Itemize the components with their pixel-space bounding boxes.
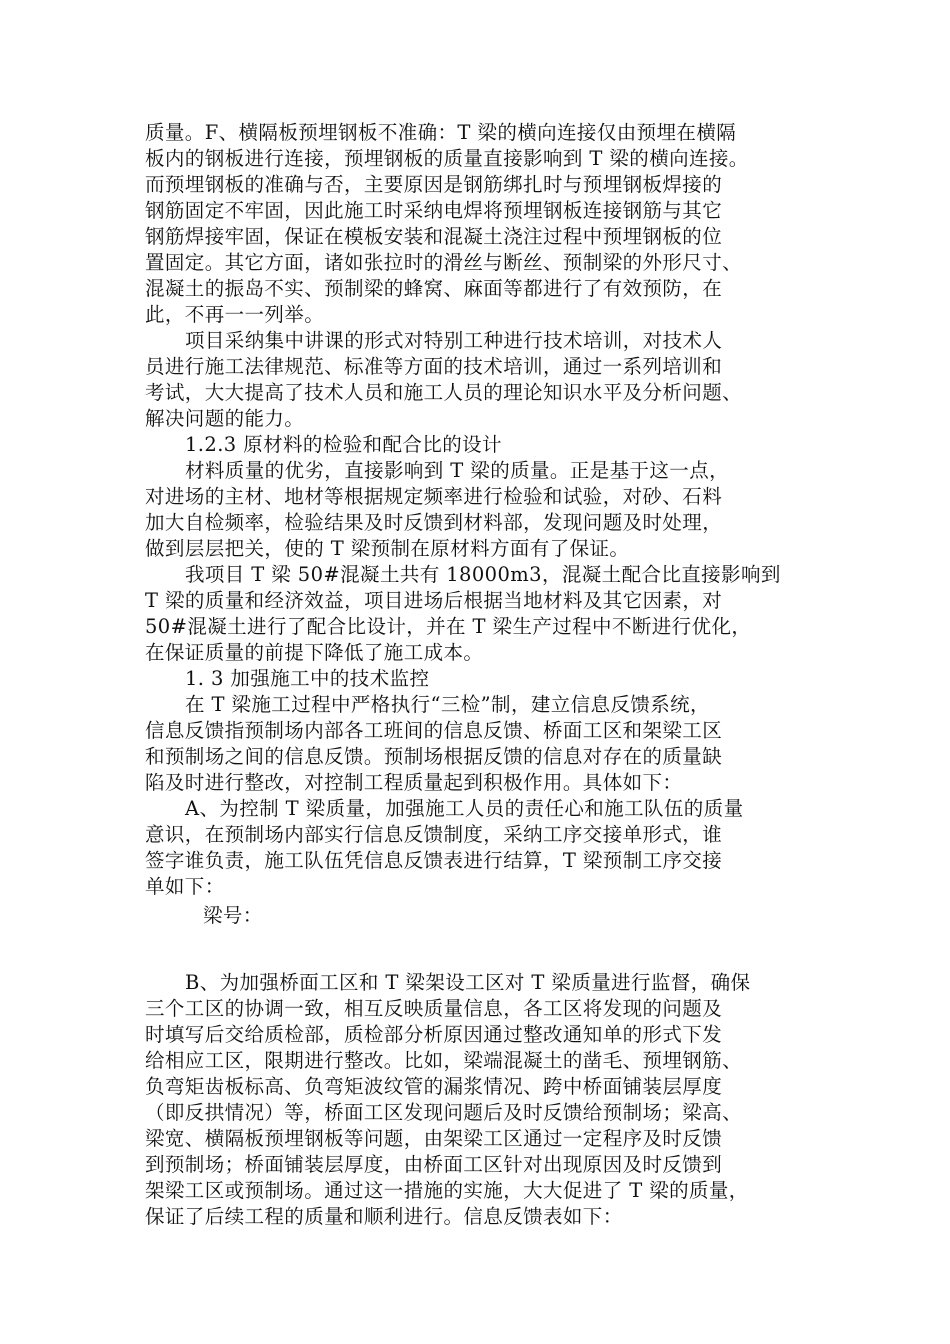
body-text-line: 架梁工区或预制场。通过这一措施的实施，大大促进了 T 梁的质量， bbox=[145, 1179, 749, 1202]
paragraph-first-line: 我项目 T 梁 50#混凝土共有 18000m3，混凝土配合比直接影响到 bbox=[185, 563, 781, 586]
body-text-line: 而预埋钢板的准确与否，主要原因是钢筋绑扎时与预埋钢板焊接的 bbox=[145, 173, 723, 196]
beam-number-label: 梁号： bbox=[203, 904, 263, 927]
body-text-line: 负弯矩齿板标高、负弯矩波纹管的漏浆情况、跨中桥面铺装层厚度 bbox=[145, 1075, 723, 1098]
paragraph-first-line: B、为加强桥面工区和 T 梁架设工区对 T 梁质量进行监督，确保 bbox=[185, 971, 751, 994]
body-text-line: 三个工区的协调一致，相互反映质量信息，各工区将发现的问题及 bbox=[145, 997, 723, 1020]
section-heading: 1.2.3 原材料的检验和配合比的设计 bbox=[185, 433, 502, 456]
body-text-line: 在保证质量的前提下降低了施工成本。 bbox=[145, 641, 484, 664]
body-text-line: 保证了后续工程的质量和顺利进行。信息反馈表如下： bbox=[145, 1205, 623, 1228]
section-heading: 1. 3 加强施工中的技术监控 bbox=[185, 667, 430, 690]
body-text-line: 对进场的主材、地材等根据规定频率进行检验和试验，对砂、石料 bbox=[145, 485, 723, 508]
body-text-line: 此，不再一一列举。 bbox=[145, 303, 325, 326]
body-text-line: 陷及时进行整改，对控制工程质量起到积极作用。具体如下： bbox=[145, 771, 683, 794]
body-text-line: 和预制场之间的信息反馈。预制场根据反馈的信息对存在的质量缺 bbox=[145, 745, 723, 768]
body-text-line: 到预制场；桥面铺装层厚度，由桥面工区针对出现原因及时反馈到 bbox=[145, 1153, 723, 1176]
body-text-line: 梁宽、横隔板预埋钢板等问题，由架梁工区通过一定程序及时反馈 bbox=[145, 1127, 723, 1150]
body-text-line: 签字谁负责，施工队伍凭信息反馈表进行结算，T 梁预制工序交接 bbox=[145, 849, 723, 872]
body-text-line: 钢筋固定不牢固，因此施工时采纳电焊将预埋钢板连接钢筋与其它 bbox=[145, 199, 723, 222]
paragraph-first-line: 项目采纳集中讲课的形式对特别工种进行技术培训，对技术人 bbox=[185, 329, 723, 352]
paragraph-first-line: A、为控制 T 梁质量，加强施工人员的责任心和施工队伍的质量 bbox=[185, 797, 744, 820]
body-text-line: 单如下： bbox=[145, 875, 225, 898]
body-text-line: 考试，大大提高了技术人员和施工人员的理论知识水平及分析问题、 bbox=[145, 381, 743, 404]
body-text-line: 质量。F、横隔板预埋钢板不准确：T 梁的横向连接仅由预埋在横隔 bbox=[145, 121, 737, 144]
paragraph-first-line: 材料质量的优劣，直接影响到 T 梁的质量。正是基于这一点， bbox=[185, 459, 730, 482]
body-text-line: 解决问题的能力。 bbox=[145, 407, 305, 430]
body-text-line: 信息反馈指预制场内部各工班间的信息反馈、桥面工区和架梁工区 bbox=[145, 719, 723, 742]
body-text-line: 钢筋焊接牢固，保证在模板安装和混凝土浇注过程中预埋钢板的位 bbox=[145, 225, 723, 248]
body-text-line: 加大自检频率，检验结果及时反馈到材料部，发现问题及时处理， bbox=[145, 511, 723, 534]
body-text-line: 做到层层把关，使的 T 梁预制在原材料方面有了保证。 bbox=[145, 537, 630, 560]
body-text-line: 时填写后交给质检部，质检部分析原因通过整改通知单的形式下发 bbox=[145, 1023, 723, 1046]
body-text-line: 员进行施工法律规范、标准等方面的技术培训，通过一系列培训和 bbox=[145, 355, 723, 378]
body-text-line: （即反拱情况）等，桥面工区发现问题后及时反馈给预制场；梁高、 bbox=[145, 1101, 743, 1124]
body-text-line: 板内的钢板进行连接，预埋钢板的质量直接影响到 T 梁的横向连接。 bbox=[145, 147, 749, 170]
body-text-line: 给相应工区，限期进行整改。比如，梁端混凝土的凿毛、预埋钢筋、 bbox=[145, 1049, 743, 1072]
body-text-line: 置固定。其它方面，诸如张拉时的滑丝与断丝、预制梁的外形尺寸、 bbox=[145, 251, 743, 274]
body-text-line: T 梁的质量和经济效益，项目进场后根据当地材料及其它因素，对 bbox=[145, 589, 723, 612]
body-text-line: 混凝土的振岛不实、预制梁的蜂窝、麻面等都进行了有效预防，在 bbox=[145, 277, 723, 300]
body-text-line: 50#混凝土进行了配合比设计，并在 T 梁生产过程中不断进行优化， bbox=[145, 615, 752, 638]
paragraph-first-line: 在 T 梁施工过程中严格执行“三检”制，建立信息反馈系统， bbox=[185, 693, 710, 716]
body-text-line: 意识，在预制场内部实行信息反馈制度，采纳工序交接单形式，谁 bbox=[145, 823, 723, 846]
